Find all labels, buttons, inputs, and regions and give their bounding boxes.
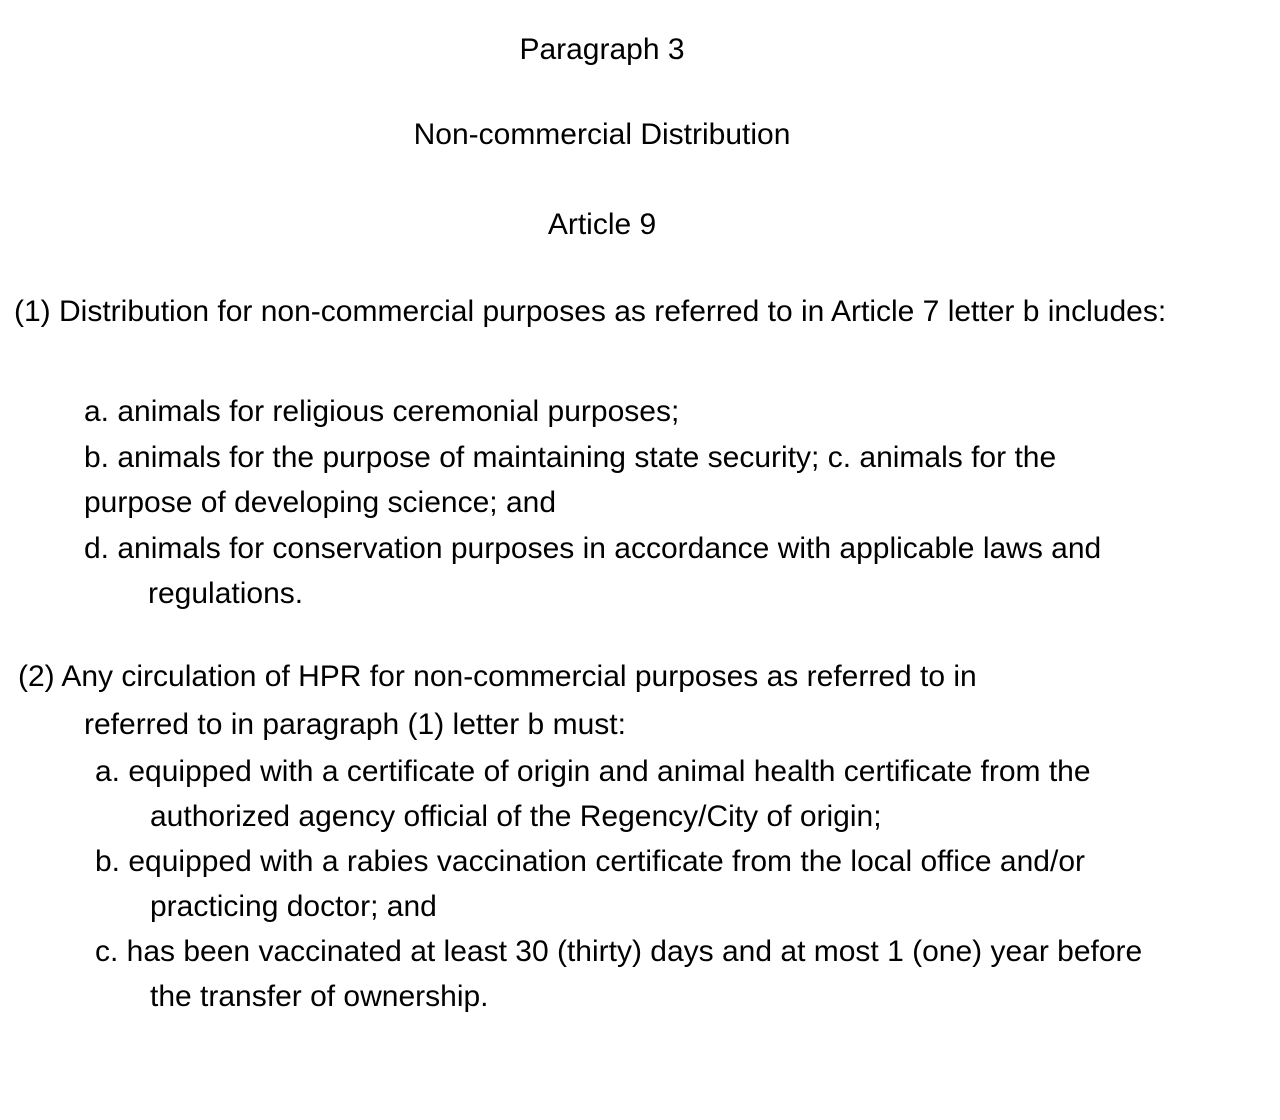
heading-article-number: Article 9 <box>547 208 657 241</box>
clause-1-item-b-line1: b. animals for the purpose of maintaining state security; c. animals for the <box>84 441 1057 474</box>
clause-2-item-a-line2: authorized agency official of the Regency/City of origin; <box>150 800 882 833</box>
clause-2-item-b-line1: b. equipped with a rabies vaccination certificate from the local office and/or <box>95 845 1085 878</box>
clause-1-intro: (1) Distribution for non-commercial purposes as referred to in Article 7 letter b includes: <box>14 295 1167 328</box>
clause-2-item-c-line1: c. has been vaccinated at least 30 (thirty) days and at most 1 (one) year before <box>95 935 1143 968</box>
clause-2-item-a-line1: a. equipped with a certificate of origin and animal health certificate from the <box>95 755 1091 788</box>
clause-1-item-d-line2: regulations. <box>148 577 304 610</box>
clause-1-item-a: a. animals for religious ceremonial purposes; <box>84 395 680 428</box>
heading-section-title: Non-commercial Distribution <box>413 118 791 151</box>
clause-2-intro-line1: (2) Any circulation of HPR for non-commercial purposes as referred to in <box>18 660 977 693</box>
clause-2-item-b-line2: practicing doctor; and <box>150 890 437 923</box>
clause-2-item-c-line2: the transfer of ownership. <box>150 980 489 1013</box>
heading-paragraph-number: Paragraph 3 <box>519 33 685 66</box>
clause-1-item-d-line1: d. animals for conservation purposes in accordance with applicable laws and <box>84 532 1102 565</box>
clause-2-intro-line2: referred to in paragraph (1) letter b must: <box>84 708 626 741</box>
clause-1-item-b-line2: purpose of developing science; and <box>84 486 557 519</box>
